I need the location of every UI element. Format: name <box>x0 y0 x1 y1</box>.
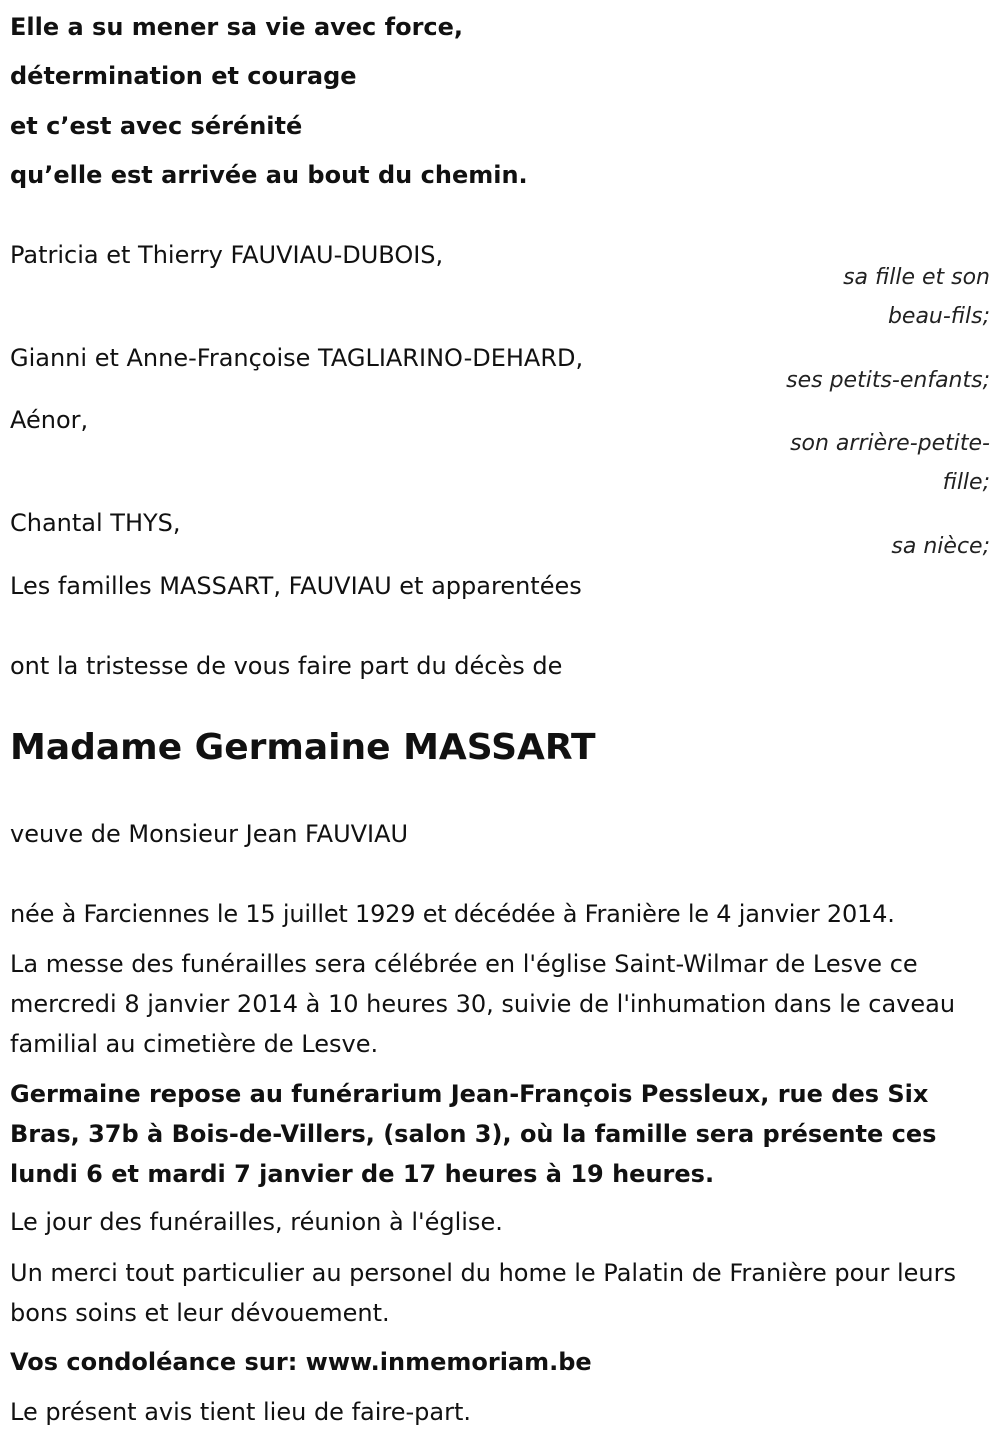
intro-line-4: qu’elle est arrivée au bout du chemin. <box>10 161 528 189</box>
mourner-relation-1: sa fille et son beau-fils; <box>843 265 990 329</box>
intro-line-3: et c’est avec sérénité <box>10 112 303 140</box>
mourner-relation-4: sa nièce; <box>891 534 990 559</box>
mourner-name-5: Les familles MASSART, FAUVIAU et apparentées <box>10 572 582 600</box>
thanks-text: Un merci tout particulier au personel du home le Palatin de Franière pour leurs bons soins et leur dévouement. <box>10 1259 956 1327</box>
meeting-text: Le jour des funérailles, réunion à l'église. <box>10 1208 503 1236</box>
intro-line-2: détermination et courage <box>10 62 357 90</box>
intro-line-1: Elle a su mener sa vie avec force, <box>10 13 464 41</box>
birth-death-text: née à Farciennes le 15 juillet 1929 et décédée à Franière le 4 janvier 2014. <box>10 900 895 928</box>
condolences-text: Vos condoléance sur: www.inmemoriam.be <box>10 1348 592 1376</box>
mourner-name-2: Gianni et Anne-Françoise TAGLIARINO-DEHARD, <box>10 344 584 372</box>
widow-of-text: veuve de Monsieur Jean FAUVIAU <box>10 820 409 848</box>
visitation-text: Germaine repose au funérarium Jean-François Pessleux, rue des Six Bras, 37b à Bois-de-Villers, (salon 3), où la famille sera présente ces lundi 6 et mardi 7 janvier de 17 heures à 19 heures. <box>10 1080 937 1188</box>
deceased-name: Madame Germaine MASSART <box>10 727 596 768</box>
mourner-name-1: Patricia et Thierry FAUVIAU-DUBOIS, <box>10 241 444 269</box>
announcement-text: ont la tristesse de vous faire part du décès de <box>10 652 563 680</box>
mourner-name-4: Chantal THYS, <box>10 509 181 537</box>
funeral-mass-text: La messe des funérailles sera célébrée en l'église Saint-Wilmar de Lesve ce mercredi 8 janvier 2014 à 10 heures 30, suivie de l'inhumation dans le caveau familial au cimetière de Lesve. <box>10 950 956 1058</box>
mourner-name-3: Aénor, <box>10 406 89 434</box>
mourner-relation-3: son arrière-petite- fille; <box>790 431 990 495</box>
mourner-relation-2: ses petits-enfants; <box>786 368 990 393</box>
notice-text: Le présent avis tient lieu de faire-part. <box>10 1398 472 1426</box>
